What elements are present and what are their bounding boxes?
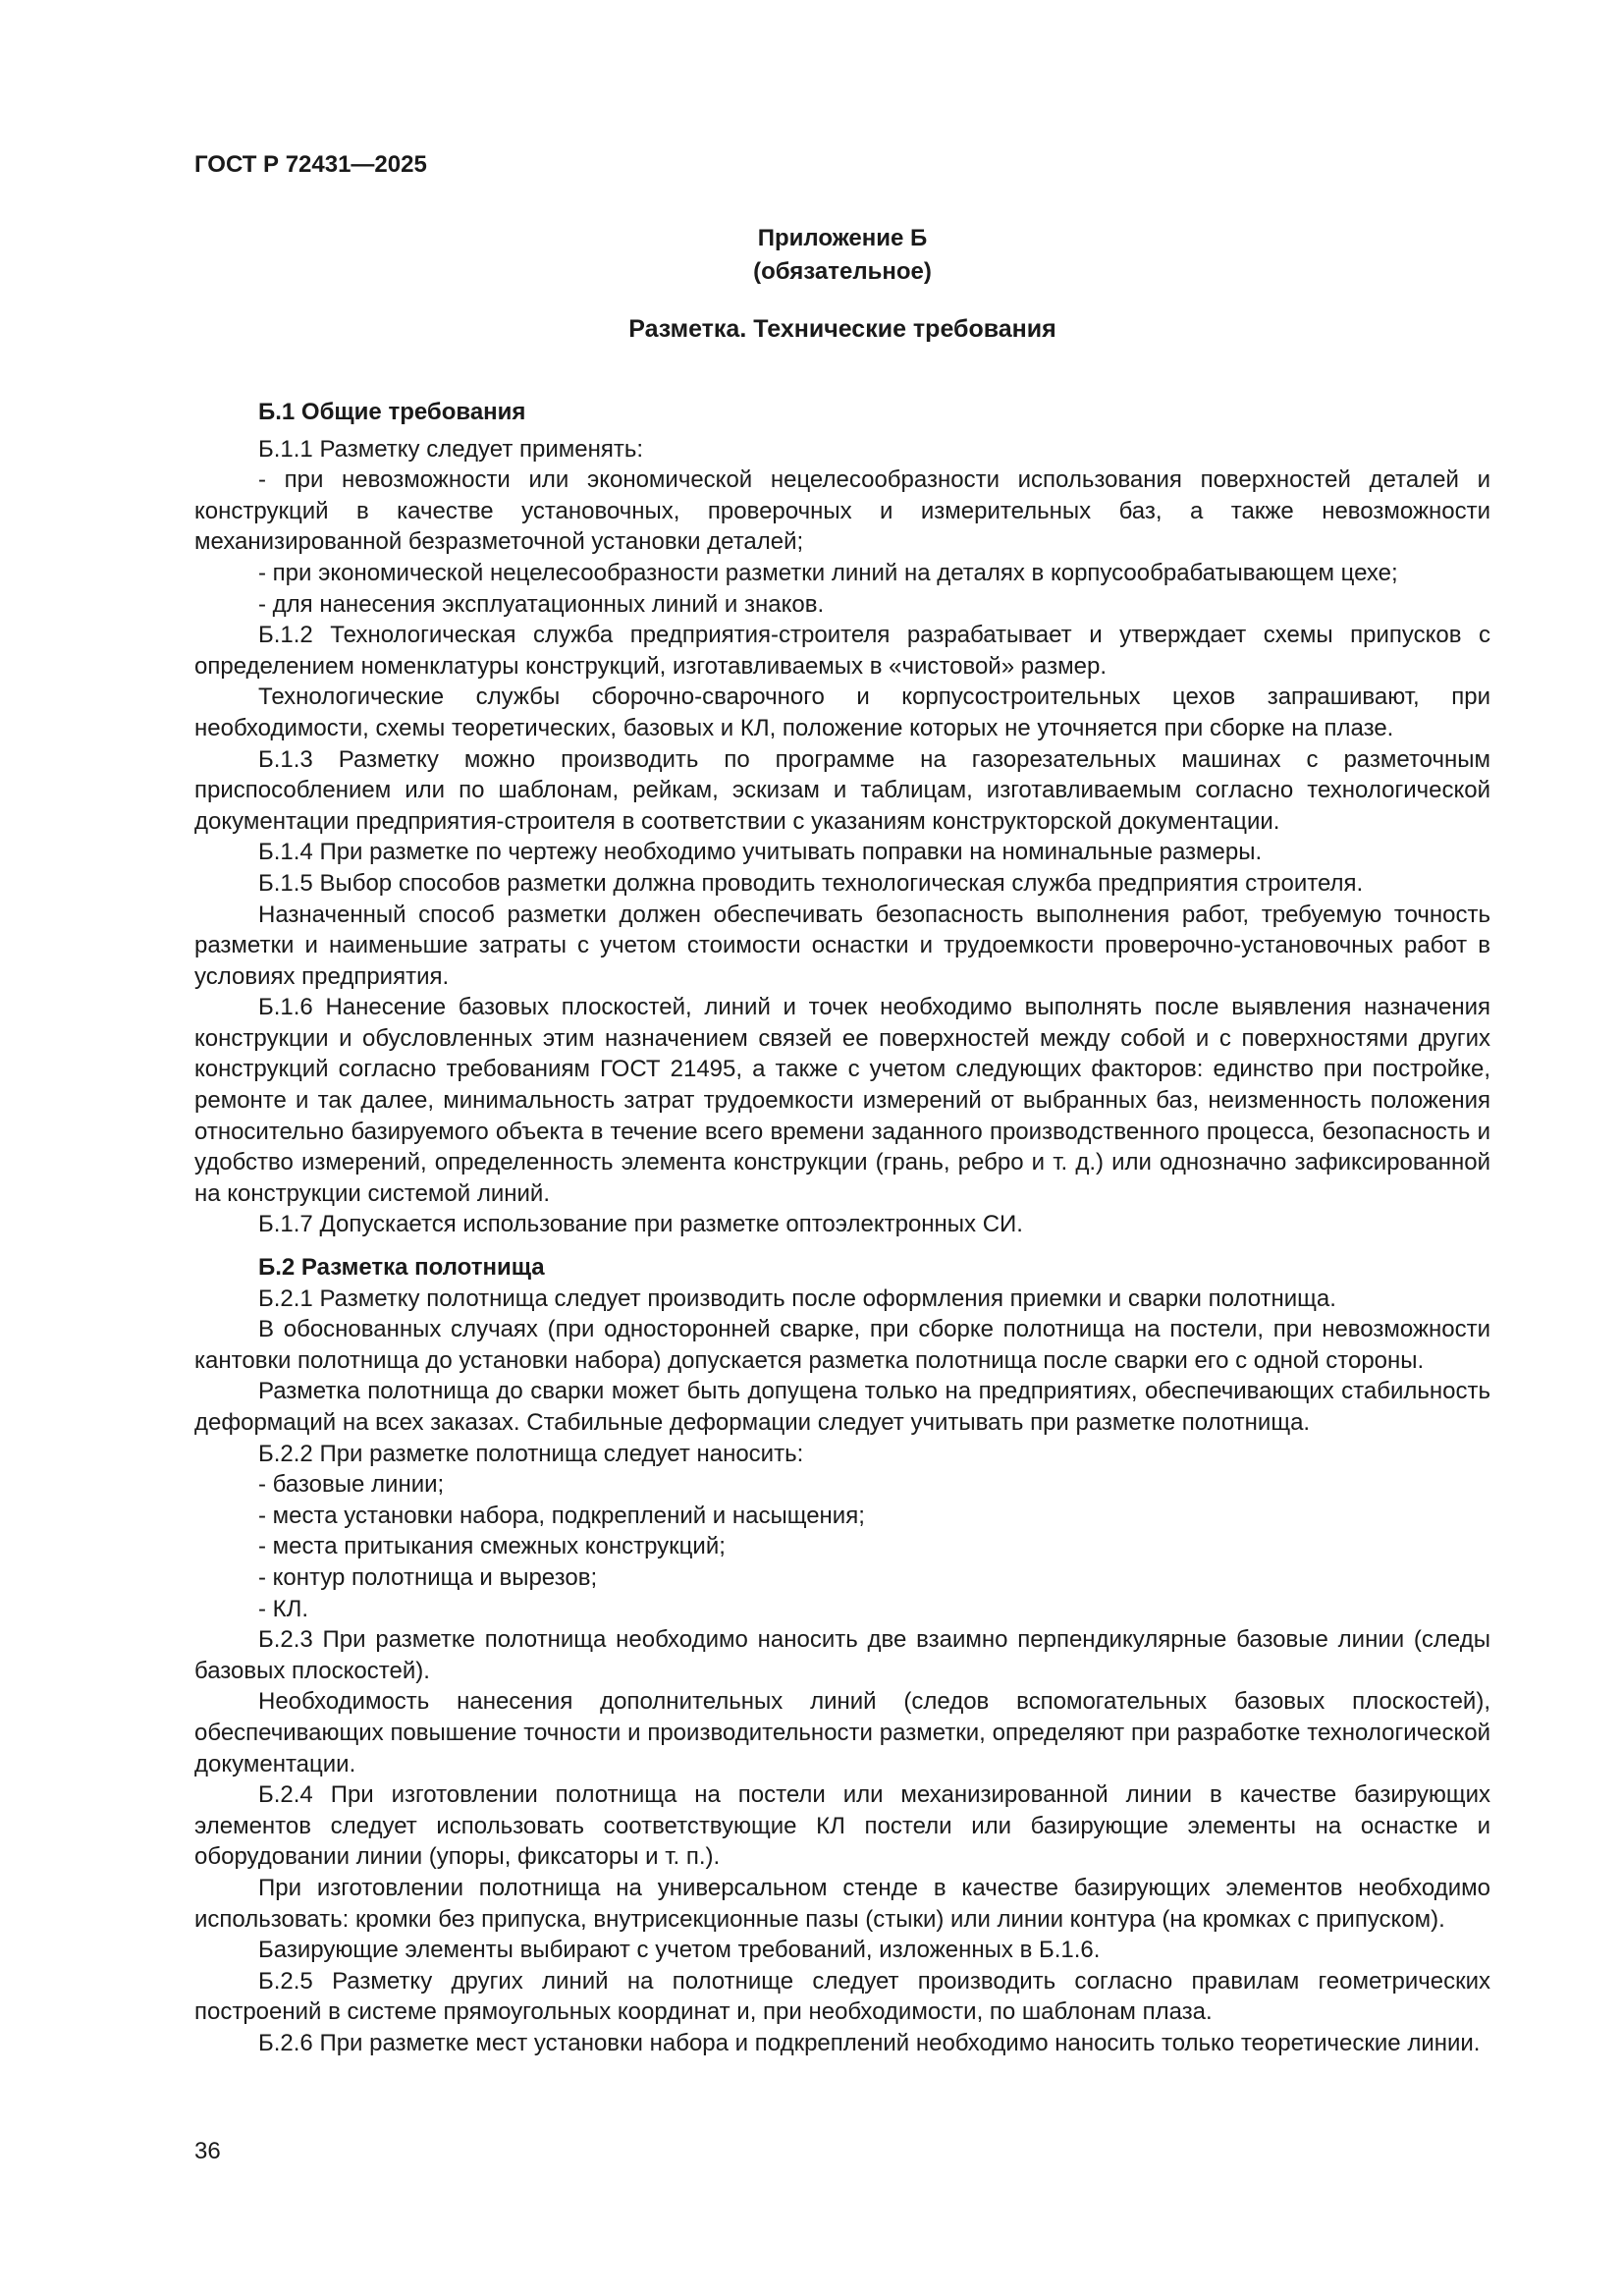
paragraph: При изготовлении полотнища на универсальном стенде в качестве базирующих элементов необходимо использовать: кромки без припуска, внутрисекционные пазы (стыки) или линии контура (на кромках с припуском). [194, 1874, 1490, 1933]
paragraph: Технологические службы сборочно-сварочного и корпусостроительных цехов запрашивают, при необходимости, схемы теоретических, базовых и КЛ, положение которых не уточняется при сборке на плазе. [194, 683, 1490, 741]
paragraph: Б.1.3 Разметку можно производить по программе на газорезательных машинах с разметочным приспособлением или по шаблонам, рейкам, эскизам и таблицам, изготавливаемым согласно технологической документации предприятия-строителя в соответствии с указаниям конструкторской документации. [194, 745, 1490, 835]
paragraph: Б.1.7 Допускается использование при разметке оптоэлектронных СИ. [258, 1211, 1023, 1238]
paragraph: Разметка полотнища до сварки может быть допущена только на предприятиях, обеспечивающих стабильность деформаций на всех заказах. Стабильные деформации следует учитывать при разметке полотнища. [194, 1378, 1490, 1436]
annex-title: Разметка. Технические требования [628, 315, 1056, 343]
paragraph: Б.1.4 При разметке по чертежу необходимо учитывать поправки на номинальные размеры. [258, 839, 1263, 866]
list-item: - места установки набора, подкреплений и насыщения; [258, 1502, 865, 1529]
paragraph: Назначенный способ разметки должен обеспечивать безопасность выполнения работ, требуемую точность разметки и наименьшие затраты с учетом стоимости оснастки и трудоемкости проверочно-установочных работ в условиях предприятия. [194, 901, 1490, 990]
paragraph: В обоснованных случаях (при односторонней сварке, при сборке полотнища на постели, при невозможности кантовки полотнища до установки набора) допускается разметка полотнища после сварки его с одной стороны. [194, 1316, 1490, 1374]
page-number: 36 [194, 2138, 221, 2164]
paragraph: Базирующие элементы выбирают с учетом требований, изложенных в Б.1.6. [258, 1937, 1101, 1964]
list-item: - КЛ. [258, 1595, 309, 1622]
list-item: - для нанесения эксплуатационных линий и знаков. [258, 590, 825, 618]
section-heading: Б.1 Общие требования [258, 399, 526, 425]
paragraph: Б.2.6 При разметке мест установки набора и подкреплений необходимо наносить только теоретические линии. [258, 2029, 1481, 2056]
paragraph: Б.2.4 При изготовлении полотнища на постели или механизированной линии в качестве базирующих элементов следует использовать соответствующие КЛ постели или базирующие элементы на оснастке и оборудовании линии (упоры, фиксаторы и т. п.). [194, 1781, 1490, 1871]
paragraph: Б.1.2 Технологическая служба предприятия-строителя разрабатывает и утверждает схемы припусков с определением номенклатуры конструкций, изготавливаемых в «чистовой» размер. [194, 622, 1490, 680]
list-item: - места притыкания смежных конструкций; [258, 1533, 726, 1560]
annex-label-block [194, 222, 1490, 289]
annex-label: Приложение Б [757, 225, 928, 251]
paragraph: Б.2.3 При разметке полотнища необходимо наносить две взаимно перпендикулярные базовые линии (следы базовых плоскостей). [194, 1626, 1490, 1684]
list-item: - при невозможности или экономической нецелесообразности использования поверхностей деталей и конструкций в качестве установочных, проверочных и измерительных баз, а также невозможности механизированной безразметочной установки деталей; [194, 466, 1490, 556]
list-item: - контур полотнища и вырезов; [258, 1563, 598, 1591]
paragraph: Необходимость нанесения дополнительных линий (следов вспомогательных базовых плоскостей), обеспечивающих повышение точности и производительности разметки, определяют при разработке технологической документации. [194, 1688, 1490, 1777]
list-item: - при экономической нецелесообразности разметки линий на деталях в корпусообрабатывающем цехе; [258, 559, 1398, 586]
paragraph: Б.2.1 Разметку полотнища следует производить после оформления приемки и сварки полотнища. [258, 1285, 1336, 1312]
section-heading: Б.2 Разметка полотнища [258, 1254, 545, 1282]
paragraph: Б.2.2 При разметке полотнища следует наносить: [258, 1440, 804, 1467]
list-item: - базовые линии; [258, 1471, 445, 1499]
document-body [194, 397, 1490, 2058]
document-code: ГОСТ Р 72431—2025 [194, 151, 427, 178]
paragraph: Б.1.5 Выбор способов разметки должна проводить технологическая служба предприятия строителя. [258, 869, 1364, 897]
paragraph: Б.1.1 Разметку следует применять: [258, 435, 644, 463]
paragraph: Б.1.6 Нанесение базовых плоскостей, линий и точек необходимо выполнять после выявления назначения конструкции и обусловленных этим назначением связей ее поверхностей между собой и с поверхностями других конструкций согласно требованиям ГОСТ 21495, а также с учетом следующих факторов: единство при постройке, ремонте и так далее, минимальность затрат трудоемкости измерений от выбранных баз, неизменность положения относительно базируемого объекта в течение всего времени заданного производственного процесса, безопасность и удобство измерений, определенность элемента конструкции (грань, ребро и т. д.) или однозначно зафиксированной на конструкции системой линий. [194, 994, 1490, 1207]
paragraph: Б.2.5 Разметку других линий на полотнище следует производить согласно правилам геометрических построений в системе прямоугольных координат и, при необходимости, по шаблонам плаза. [194, 1967, 1490, 2026]
annex-status: (обязательное) [753, 258, 932, 285]
